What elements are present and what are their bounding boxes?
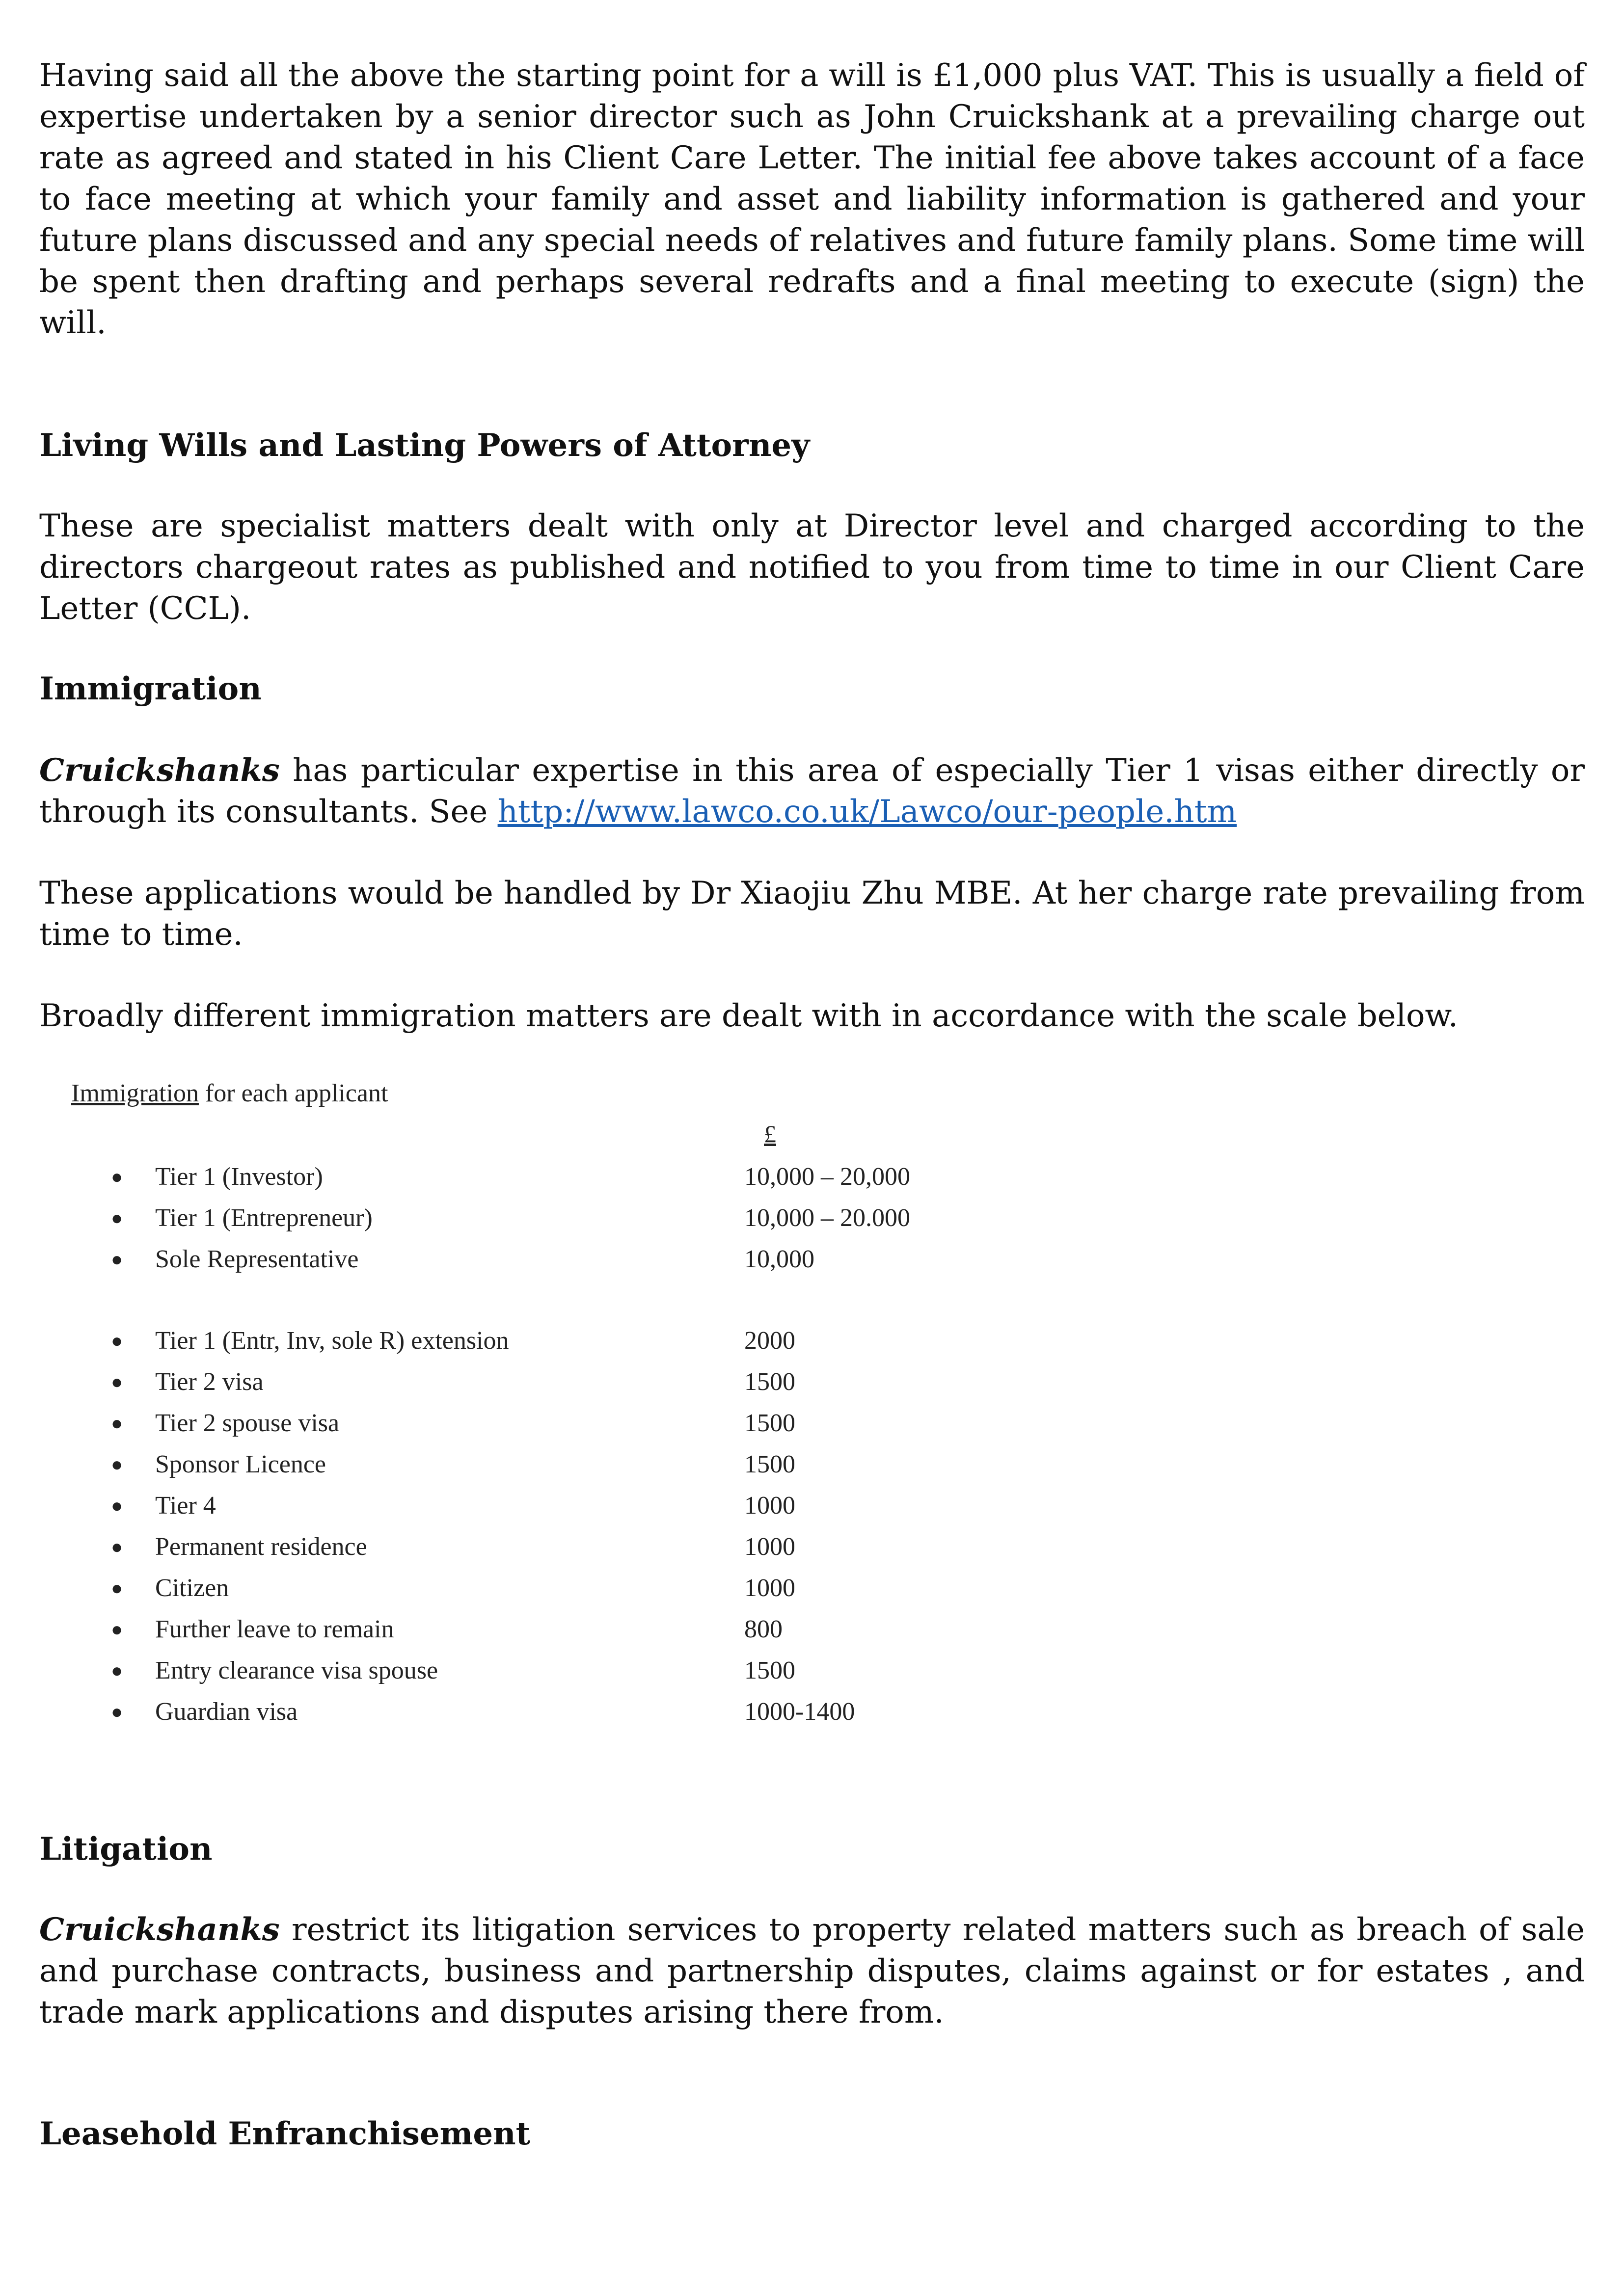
fee-value: 1500: [744, 1450, 795, 1478]
fee-value: 1000: [744, 1574, 795, 1602]
intro-paragraph: Having said all the above the starting point for a will is £1,000 plus VAT. This is usually a field of expertise undertaken by a senior director such as John Cruickshank at a prevailing charge out rate as agreed and stated in his Client Care Letter. The initial fee above takes account of a face to face meeting at which your family and asset and liability information is gathered and your future plans discussed and any special needs of relatives and future family plans. Some time will be spent then drafting and perhaps several redrafts and a final meeting to execute (sign) the will.: [39, 57, 1585, 341]
fee-value: 2000: [744, 1327, 795, 1355]
litigation-heading: Litigation: [39, 1831, 213, 1868]
litigation-paragraph: [39, 1909, 1585, 2033]
fee-label: Tier 1 (Entrepreneur): [155, 1204, 373, 1232]
immigration-paragraph-1: [39, 750, 1585, 832]
fee-value: 1000-1400: [744, 1698, 855, 1726]
immigration-paragraph-2: These applications would be handled by Dr Xiaojiu Zhu MBE. At her charge rate prevailing from time to time.: [39, 875, 1585, 953]
fee-label: Sponsor Licence: [155, 1450, 326, 1478]
fee-label: Tier 1 (Investor): [155, 1163, 323, 1191]
fee-label: Tier 1 (Entr, Inv, sole R) extension: [155, 1327, 509, 1355]
fee-row: [0, 1609, 1624, 1650]
fee-value: 1500: [744, 1368, 795, 1396]
fee-row: [0, 1650, 1624, 1691]
bullet-icon: ●: [111, 1248, 123, 1270]
bullet-icon: ●: [111, 1166, 123, 1188]
fee-value: 10,000 – 20,000: [744, 1163, 910, 1191]
fee-row: [0, 1403, 1624, 1444]
fee-row: [0, 1691, 1624, 1733]
fee-row: [0, 1526, 1624, 1568]
bullet-icon: ●: [111, 1495, 123, 1517]
fee-value: 10,000 – 20.000: [744, 1204, 910, 1232]
fee-label: Further leave to remain: [155, 1615, 394, 1643]
fee-row: [0, 1444, 1624, 1485]
bullet-icon: ●: [111, 1412, 123, 1434]
firm-name: Cruickshanks: [39, 752, 280, 789]
fee-label: Entry clearance visa spouse: [155, 1656, 438, 1684]
bullet-icon: ●: [111, 1536, 123, 1558]
litigation-paragraph-text: restrict its litigation services to property related matters such as breach of sale and purchase contracts, business and partnership disputes, claims against or for estates , and trade mark applications and disputes arising there from.: [39, 1912, 1585, 2030]
fee-table-title-underlined: Immigration: [71, 1079, 199, 1107]
fee-value: 1000: [744, 1492, 795, 1520]
bullet-icon: ●: [111, 1659, 123, 1682]
fee-label: Tier 2 visa: [155, 1368, 264, 1396]
bullet-icon: ●: [111, 1701, 123, 1723]
fee-row: [0, 1156, 1624, 1198]
fee-value: 1000: [744, 1533, 795, 1561]
bullet-icon: ●: [111, 1577, 123, 1599]
fee-row: [0, 1568, 1624, 1609]
fee-value: 800: [744, 1615, 783, 1643]
fee-row: [0, 1362, 1624, 1403]
currency-header: £: [764, 1120, 776, 1148]
immigration-heading: Immigration: [39, 670, 262, 707]
fee-row: [0, 1320, 1624, 1362]
bullet-icon: ●: [111, 1371, 123, 1393]
fee-value: 1500: [744, 1656, 795, 1684]
leasehold-heading: Leasehold Enfranchisement: [39, 2115, 531, 2152]
our-people-link[interactable]: http://www.lawco.co.uk/Lawco/our-people.htm: [497, 794, 1237, 830]
bullet-icon: ●: [111, 1207, 123, 1229]
fee-value: 10,000: [744, 1245, 814, 1273]
fee-row: [0, 1239, 1624, 1280]
living-wills-paragraph: These are specialist matters dealt with only at Director level and charged according to the directors chargeout rates as published and notified to you from time to time in our Client Care Letter (CCL).: [39, 508, 1585, 627]
fee-label: Guardian visa: [155, 1698, 298, 1726]
bullet-icon: ●: [111, 1618, 123, 1640]
fee-label: Citizen: [155, 1574, 229, 1602]
fee-label: Sole Representative: [155, 1245, 359, 1273]
fee-row: [0, 1198, 1624, 1239]
living-wills-heading: Living Wills and Lasting Powers of Attorney: [39, 427, 810, 464]
bullet-icon: ●: [111, 1453, 123, 1475]
fee-table-title: [71, 1079, 388, 1108]
fee-label: Tier 4: [155, 1492, 216, 1520]
fee-table-title-rest: for each applicant: [198, 1079, 388, 1107]
bullet-icon: ●: [111, 1330, 123, 1352]
immigration-paragraph-3: Broadly different immigration matters are dealt with in accordance with the scale below.: [39, 998, 1459, 1034]
fee-value: 1500: [744, 1409, 795, 1437]
fee-row: [0, 1485, 1624, 1526]
immigration-paragraph-1-text: has particular expertise in this area of especially Tier 1 visas either directly or through its consultants. See: [39, 752, 1585, 830]
fee-label: Permanent residence: [155, 1533, 367, 1561]
fee-label: Tier 2 spouse visa: [155, 1409, 340, 1437]
firm-name: Cruickshanks: [39, 1911, 280, 1948]
